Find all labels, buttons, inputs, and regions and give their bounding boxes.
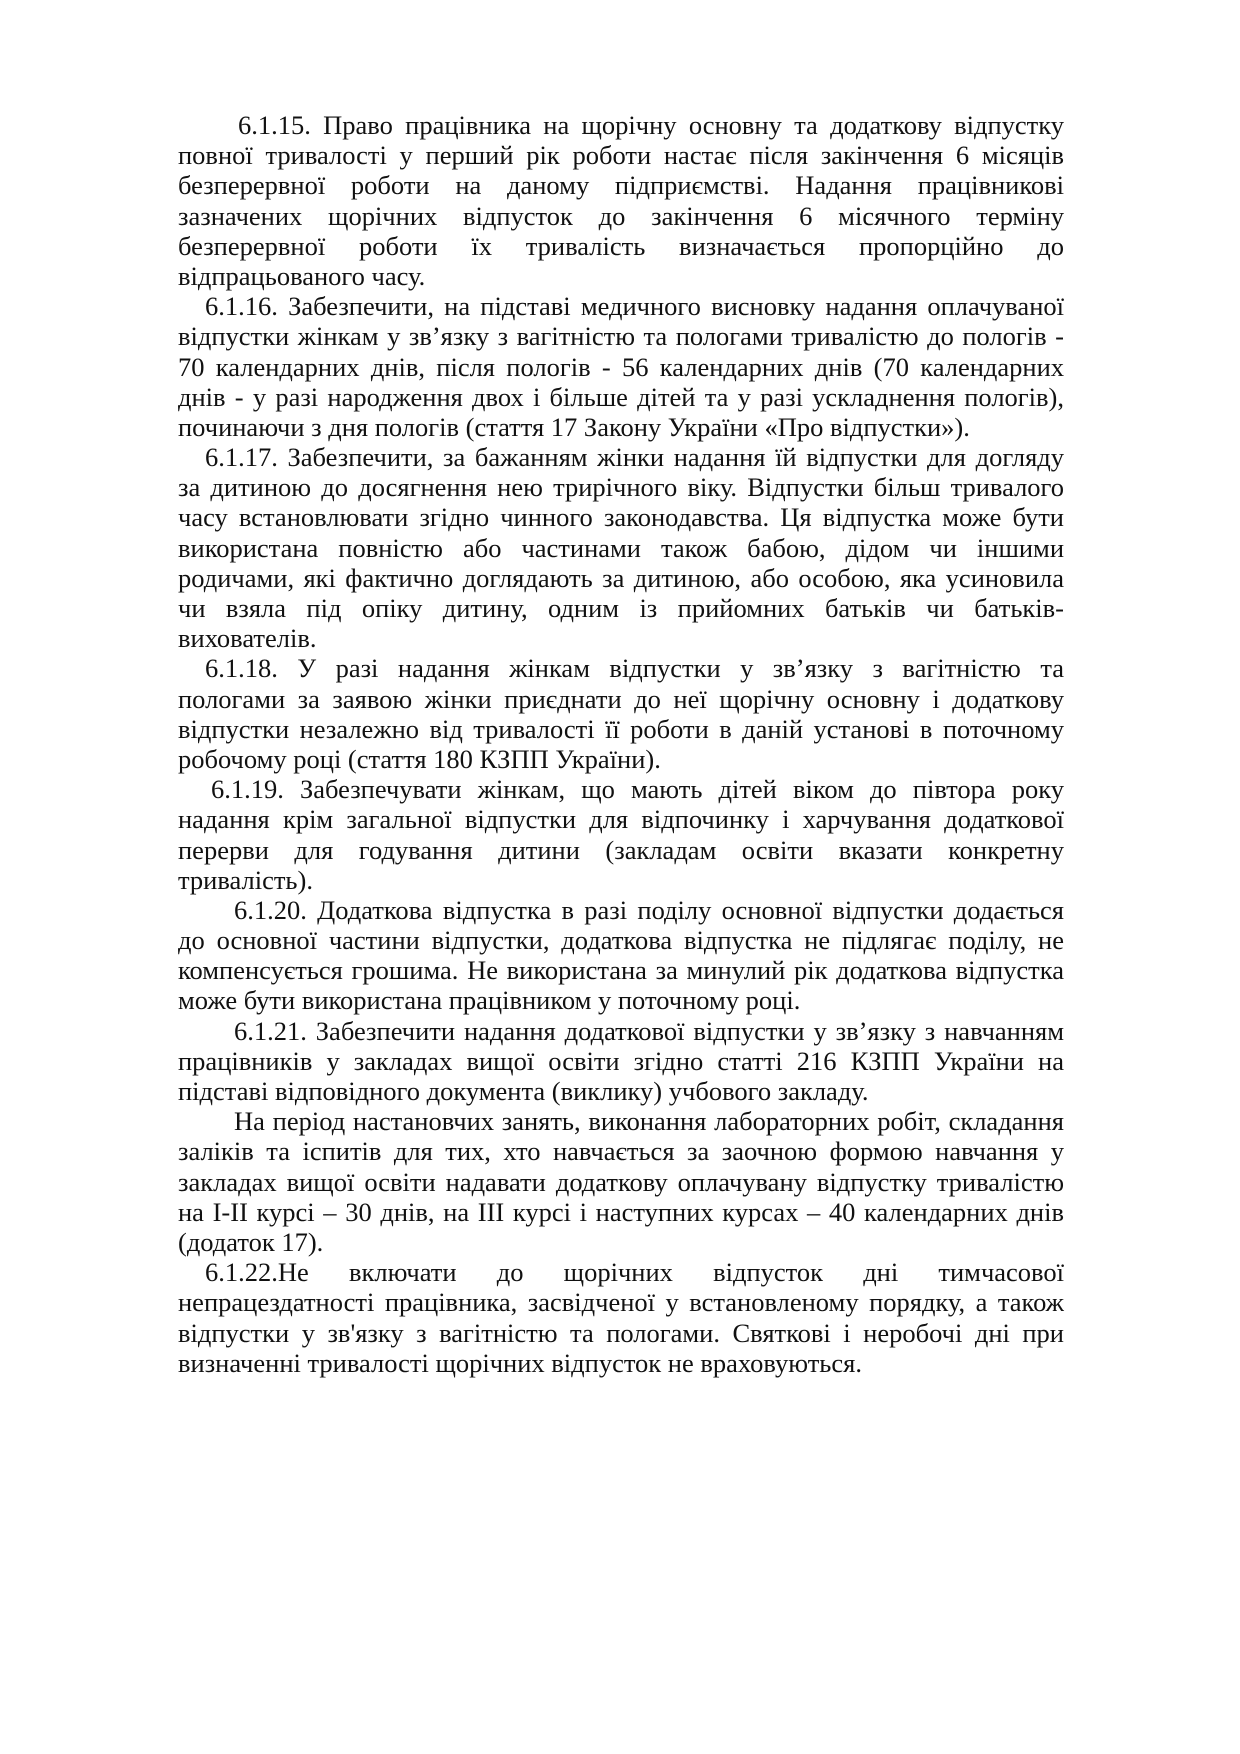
text-line: працівників у закладах вищої освіти згідно статті 216 КЗПП України на: [178, 1045, 1064, 1076]
text-line: 70 календарних днів, після пологів - 56 календарних днів (70 календарних: [178, 351, 1064, 382]
document-page: [178, 110, 1064, 1378]
text-line: робочому році (стаття 180 КЗПП України).: [178, 743, 661, 774]
text-line: підставі відповідного документа (виклику) учбового закладу.: [178, 1076, 869, 1106]
text-line: безперервної роботи їх тривалість визначається пропорційно до: [178, 230, 1064, 261]
paragraph-6-1-21-continued: [178, 1106, 1064, 1257]
text-line: 6.1.15. Право працівника на щорічну основну та додаткову відпустку: [238, 110, 1064, 140]
text-line: надання крім загальної відпустки для відпочинку і харчування додаткової: [178, 804, 1064, 835]
text-line: тривалість).: [178, 864, 313, 895]
text-line: На період настановчих занять, виконання лабораторних робіт, складання: [234, 1106, 1064, 1137]
text-line: заліків та іспитів для тих, хто навчається за заочною формою навчання у: [178, 1136, 1064, 1167]
text-line: до основної частини відпустки, додаткова відпустка не підлягає поділу, не: [178, 925, 1064, 956]
text-line: за дитиною до досягнення нею трирічного віку. Відпустки більш тривалого: [178, 472, 1064, 503]
paragraph-6-1-19: [178, 774, 1064, 895]
text-line: непрацездатності працівника, засвідченої у встановленому порядку, а також: [178, 1287, 1064, 1318]
text-line: використана повністю або частинами також бабою, дідом чи іншими: [178, 532, 1064, 563]
paragraph-6-1-18: [178, 653, 1064, 774]
text-line: 6.1.20. Додаткова відпустка в разі поділу основної відпустки додається: [234, 894, 1064, 925]
text-line: безперервної роботи на даному підприємстві. Надання працівникові: [178, 170, 1064, 201]
text-line: на І-ІІ курсі – 30 днів, на ІІІ курсі і наступних курсах – 40 календарних днів: [178, 1196, 1064, 1227]
text-line: може бути використана працівником у поточному році.: [178, 985, 801, 1016]
text-line: відпустки жінкам у зв’язку з вагітністю та пологами тривалістю до пологів -: [178, 321, 1064, 352]
paragraph-6-1-20: [178, 895, 1064, 1016]
text-line: закладах вищої освіти надавати додаткову оплачувану відпустку тривалістю: [178, 1166, 1064, 1197]
text-line: 6.1.21. Забезпечити надання додаткової відпустки у зв’язку з навчанням: [234, 1015, 1064, 1046]
text-line: 6.1.19. Забезпечувати жінкам, що мають дітей віком до півтора року: [211, 774, 1064, 805]
text-line: 6.1.17. Забезпечити, за бажанням жінки надання їй відпустки для догляду: [205, 442, 1064, 473]
paragraph-6-1-16: [178, 291, 1064, 442]
text-line: 6.1.18. У разі надання жінкам відпустки у зв’язку з вагітністю та: [205, 653, 1064, 684]
text-line: відпустки у зв'язку з вагітністю та пологами. Святкові і неробочі дні при: [178, 1317, 1064, 1348]
text-line: днів - у разі народження двох і більше дітей та у разі ускладнення пологів),: [178, 381, 1064, 412]
text-line: зазначених щорічних відпусток до закінчення 6 місячного терміну: [178, 200, 1064, 231]
paragraph-6-1-22: [178, 1257, 1064, 1378]
paragraph-6-1-17: [178, 442, 1064, 653]
text-line: повної тривалості у перший рік роботи настає після закінчення 6 місяців: [178, 140, 1064, 171]
text-line: родичами, які фактично доглядають за дитиною, або особою, яка усиновила: [178, 562, 1064, 593]
text-line: вихователів.: [178, 623, 317, 654]
text-line: відпрацьованого часу.: [178, 260, 426, 291]
text-line: 6.1.16. Забезпечити, на підставі медичного висновку надання оплачуваної: [205, 291, 1064, 322]
text-line: чи взяла під опіку дитину, одним із прийомних батьків чи батьків-: [178, 593, 1064, 623]
text-line: компенсується грошима. Не використана за минулий рік додаткова відпустка: [178, 955, 1064, 986]
text-line: перерви для годування дитини (закладам освіти вказати конкретну: [178, 834, 1064, 865]
text-line: пологами за заявою жінки приєднати до неї щорічну основну і додаткову: [178, 683, 1064, 714]
paragraph-6-1-21: [178, 1016, 1064, 1107]
text-line: починаючи з дня пологів (стаття 17 Закону України «Про відпустки»).: [178, 411, 970, 442]
text-line: 6.1.22.Не включати до щорічних відпусток дні тимчасової: [205, 1257, 1064, 1288]
text-line: відпустки незалежно від тривалості її роботи в даній установі в поточному: [178, 713, 1064, 744]
text-line: часу встановлювати згідно чинного законодавства. Ця відпустка може бути: [178, 502, 1064, 533]
text-line: визначенні тривалості щорічних відпусток не враховуються.: [178, 1347, 862, 1378]
text-line: (додаток 17).: [178, 1226, 324, 1257]
paragraph-6-1-15: [178, 110, 1064, 291]
